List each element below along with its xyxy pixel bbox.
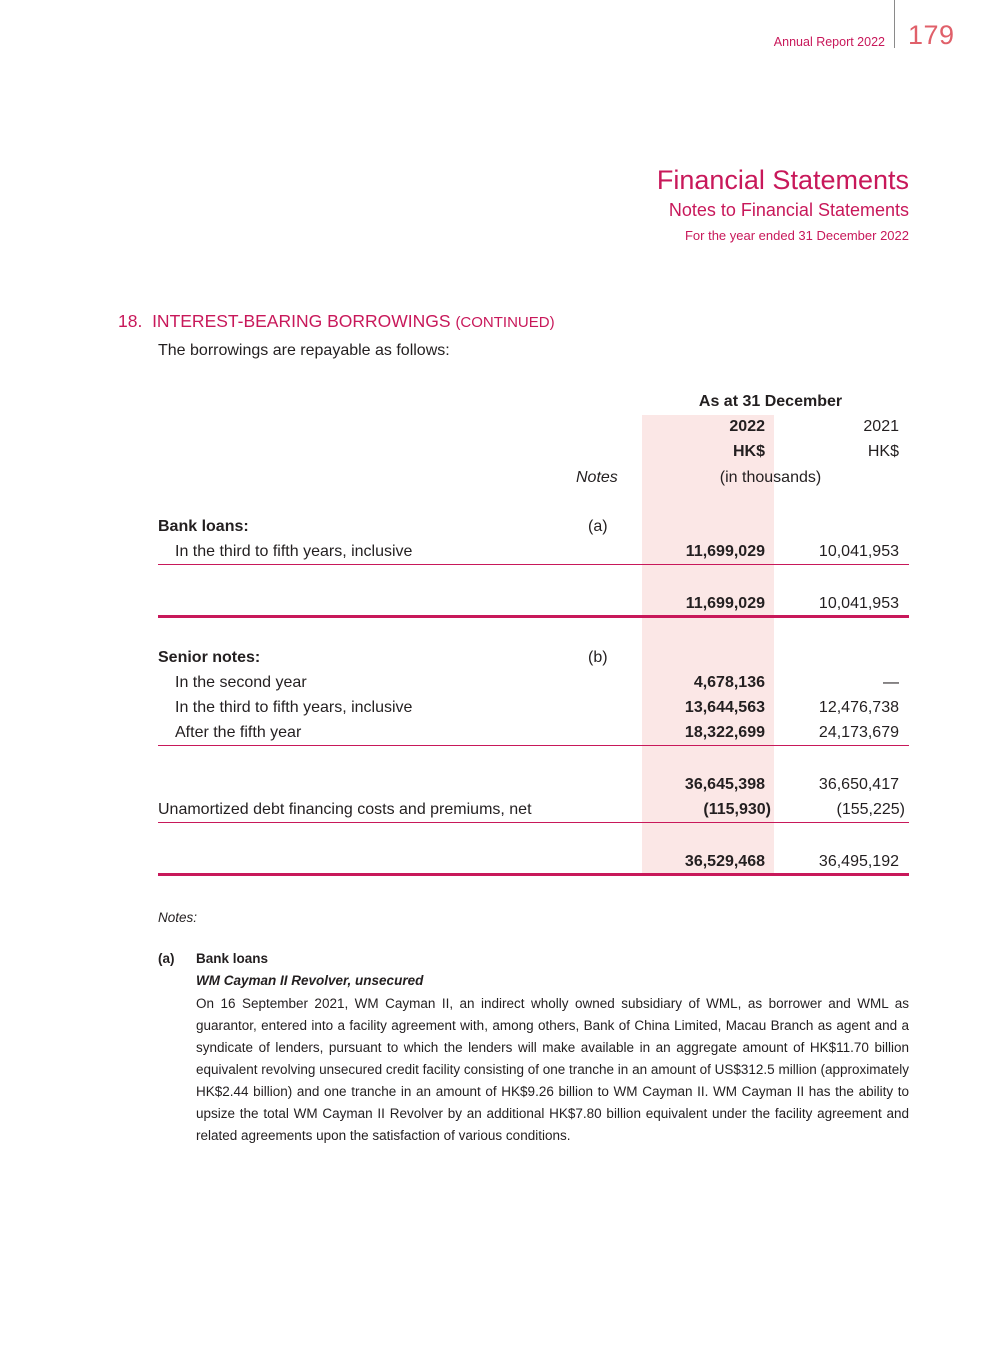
group-header: As at 31 December (698, 393, 843, 410)
row-label: In the second year (175, 674, 307, 691)
section-heading (118, 311, 555, 332)
total-value-2021: 10,041,953 (818, 595, 899, 612)
row-value-2022: 13,644,563 (684, 699, 765, 716)
row-value-2022: 18,322,699 (684, 724, 765, 741)
col-currency-2022: HK$ (732, 443, 765, 460)
section-title: INTEREST-BEARING BORROWINGS (152, 311, 451, 331)
page-subtitle: Notes to Financial Statements (668, 200, 909, 220)
report-label: Annual Report 2022 (773, 35, 885, 49)
total-divider (158, 873, 909, 876)
row-value-2021: 12,476,738 (818, 699, 899, 716)
notes-column-header: Notes (576, 469, 618, 486)
row-value-2021: 24,173,679 (818, 724, 899, 741)
units-label: (in thousands) (719, 469, 822, 486)
row-label: Unamortized debt financing costs and premiums, net (158, 801, 532, 818)
subtotal-value-2021: 36,650,417 (818, 776, 899, 793)
total-value-2022: 36,529,468 (684, 853, 765, 870)
row-value-2022: 4,678,136 (693, 674, 765, 691)
section-continued: (CONTINUED) (455, 314, 555, 331)
section-intro: The borrowings are repayable as follows: (158, 342, 450, 359)
note-subtitle: WM Cayman II Revolver, unsecured (196, 973, 424, 988)
row-value-2021: (155,225) (836, 801, 905, 818)
row-label: In the third to fifth years, inclusive (175, 543, 413, 560)
row-divider (158, 745, 909, 746)
note-marker: (a) (158, 951, 175, 966)
row-value-2022: (115,930) (703, 801, 771, 818)
row-divider (158, 822, 909, 823)
subtotal-value-2022: 36,645,398 (684, 776, 765, 793)
total-divider (158, 615, 909, 618)
total-value-2022: 11,699,029 (685, 595, 765, 612)
bank-loans-label: Bank loans: (158, 518, 249, 535)
col-year-2022: 2022 (729, 418, 765, 435)
col-year-2021: 2021 (863, 418, 899, 435)
col-currency-2021: HK$ (867, 443, 899, 460)
bank-loans-note-ref: (a) (588, 518, 608, 535)
notes-label: Notes: (158, 910, 198, 925)
row-value-2021: 10,041,953 (818, 543, 899, 560)
section-number: 18. (118, 311, 143, 331)
senior-notes-label: Senior notes: (158, 649, 261, 666)
row-label: After the fifth year (175, 724, 302, 741)
row-value-2022: 11,699,029 (685, 543, 765, 560)
row-divider (158, 564, 909, 565)
reporting-period: For the year ended 31 December 2022 (684, 228, 909, 243)
header-divider (894, 0, 895, 48)
row-label: In the third to fifth years, inclusive (175, 699, 413, 716)
note-body: On 16 September 2021, WM Cayman II, an indirect wholly owned subsidiary of WML, as borrower and WML as guarantor, entered into a facility agreement with, among others, Bank of China Limited, Macau Branch as agent and a syndicate of lenders, pursuant to which the lenders will make available in an aggregate amount of HK$11.70 billion equivalent revolving unsecured credit facility consisting of one tranche in an amount of US$312.5 million (approximately HK$2.44 billion) and one tranche in an amount of HK$9.26 billion to WM Cayman II. WM Cayman II has the ability to upsize the total WM Cayman II Revolver by an additional HK$7.80 billion equivalent under the facility agreement and related agreements upon the satisfaction of various conditions. (196, 996, 909, 1143)
page-title: Financial Statements (656, 165, 909, 195)
row-value-2021: — (883, 674, 899, 691)
senior-notes-note-ref: (b) (588, 649, 608, 666)
note-title: Bank loans (196, 951, 269, 966)
total-value-2021: 36,495,192 (818, 853, 899, 870)
page-number: 179 (908, 20, 955, 50)
